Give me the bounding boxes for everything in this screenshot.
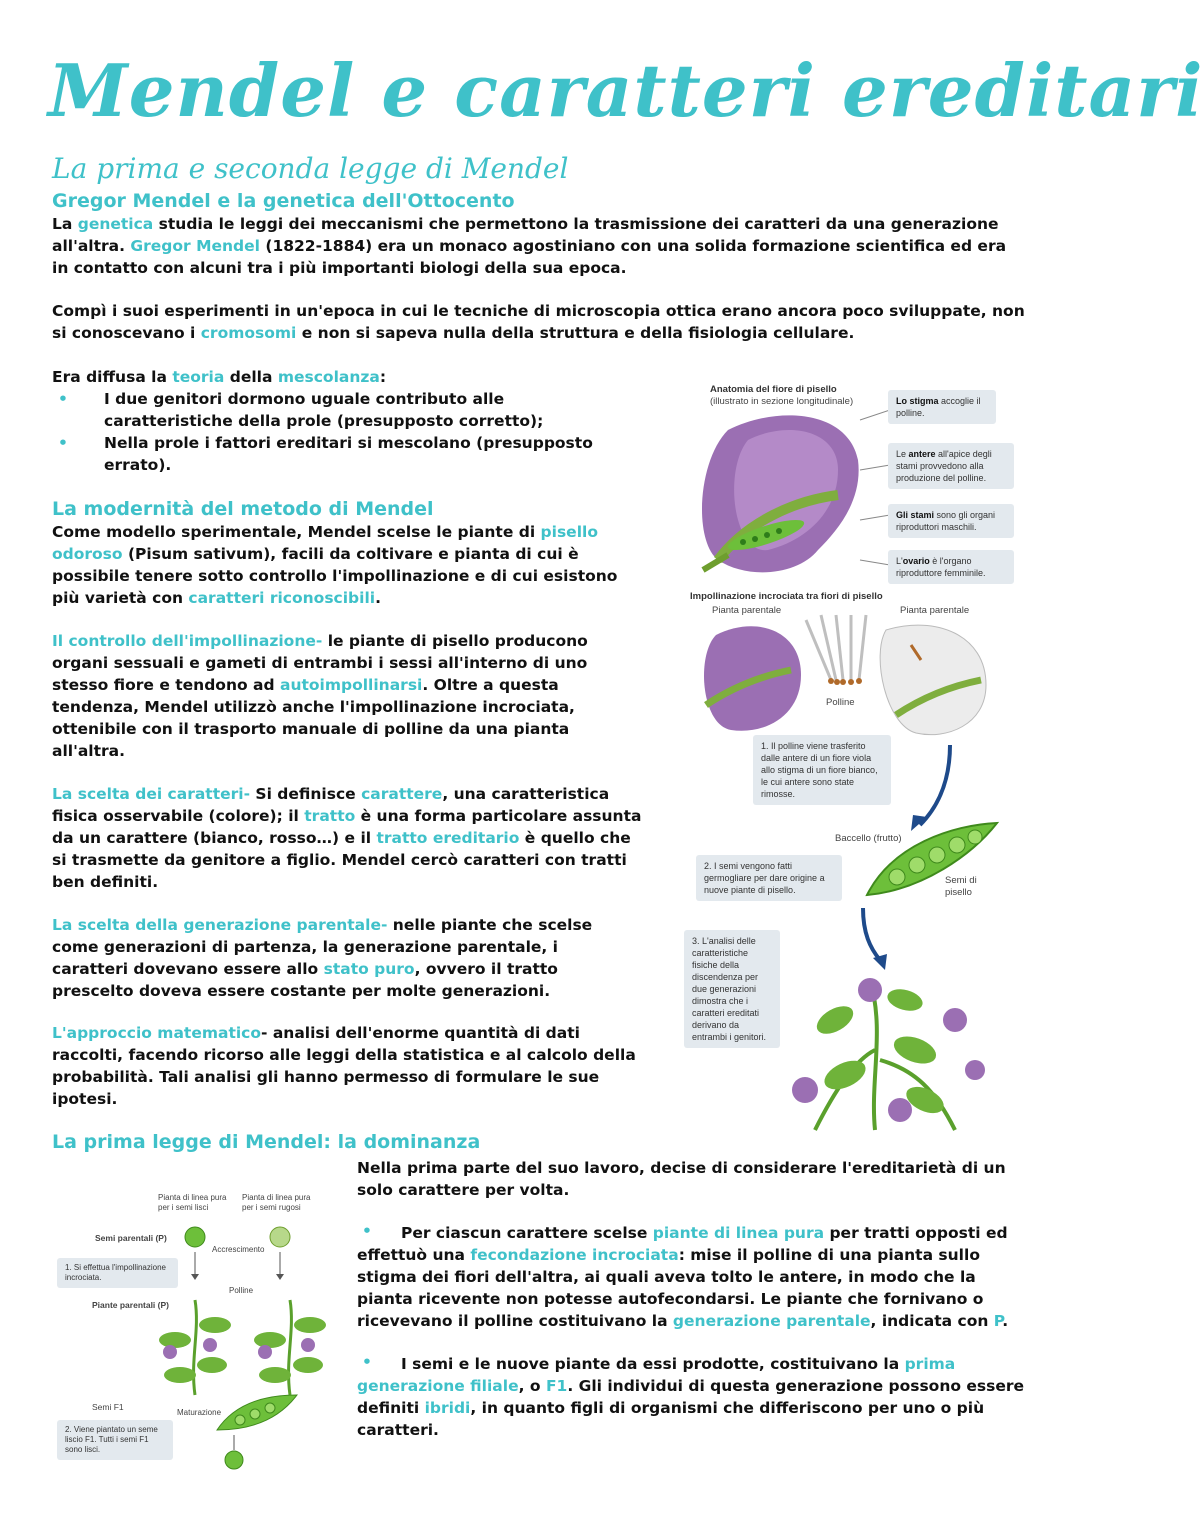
highlight-term: genetica (77, 215, 154, 233)
mescolanza-list (52, 388, 632, 476)
highlight-term: autoimpollinarsi (279, 676, 423, 694)
bullet-icon: • (362, 1222, 372, 1240)
paragraph-impollinazione (52, 630, 612, 762)
text-run: Compì i suoi esperimenti in un'epoca in cui le tecniche di microscopia ottica erano ancora poco sviluppate, non si conoscevano i (52, 302, 1025, 342)
text-run: per tratti opposti ed effettuò una (357, 1224, 1008, 1264)
text-run: : (379, 368, 387, 386)
highlight-term: La scelta dei caratteri- (52, 785, 251, 803)
text-run: Nella prima parte del suo lavoro, decise di considerare l'ereditarietà di un solo carattere per volta. (357, 1159, 1006, 1199)
fig2-step2: 2. I semi vengono fatti germogliare per dare origine a nuove piante di pisello. (696, 855, 842, 901)
text-run: è una forma particolare assunta da un carattere (bianco, rosso…) e il (52, 807, 642, 847)
page-subtitle: La prima e seconda legge di Mendel (52, 152, 569, 185)
highlight-term: fecondazione incrociata (470, 1246, 679, 1264)
fig3-step1: 1. Si effettua l'impollinazione incrociata. (57, 1258, 178, 1288)
paragraph-mescolanza (52, 366, 652, 388)
pea-plant-illustration (775, 960, 1005, 1130)
text-run: Per ciascun carattere scelse (401, 1224, 653, 1242)
highlight-term: stato puro (323, 960, 415, 978)
paragraph-prima-parte (357, 1157, 1027, 1201)
paragraph-generazione-parentale (52, 914, 612, 1002)
fig2-left-label: Pianta parentale (712, 605, 782, 616)
paragraph-approccio-matematico (52, 1022, 652, 1110)
fig3-semi-parentali: Semi parentali (P) (95, 1233, 167, 1243)
paragraph-esperimenti (52, 300, 1027, 344)
section-heading-prima-legge: La prima legge di Mendel: la dominanza (52, 1131, 481, 1153)
paragraph-modello (52, 521, 642, 609)
label-antere: Le antere all'apice degli stami provvedono alla produzione del polline. (888, 443, 1014, 489)
fig3-semi-f1: Semi F1 (92, 1402, 124, 1412)
highlight-term: piante di linea pura (652, 1224, 825, 1242)
parent-plants-illustration (150, 1290, 340, 1400)
text-run: Era diffusa la (52, 368, 173, 386)
highlight-term: La scelta della generazione parentale- (52, 916, 388, 934)
text-run: le piante di pisello producono organi sessuali e gameti di entrambi i sessi all'interno di uno stesso fiore e tendono ad (52, 632, 588, 694)
highlight-term: tratto ereditario (376, 829, 520, 847)
text-run: , ovvero il tratto prescelto doveva essere costante per molte generazioni. (52, 960, 558, 1000)
fig2-step3: 3. L'analisi delle caratteristiche fisiche della discendenza per due generazioni dimostra che i caratteri ereditati derivano da entrambi i genitori. (684, 930, 780, 1048)
section-heading-metodo: La modernità del metodo di Mendel (52, 498, 434, 520)
text-run: : mise il polline di una pianta sullo stigma dei fiori dell'altra, ai quali aveva tolto le antere, in modo che la pianta ricevente non potesse autofecondarsi. Le piante che fornivano o ricevevano il polline costituivano la (357, 1246, 984, 1330)
highlight-term: L'approccio matematico (52, 1024, 262, 1042)
fig2-semi-label: Semi di pisello (945, 875, 977, 898)
fig1-title: Anatomia del fiore di pisello (illustrato in sezione longitudinale) (710, 384, 854, 407)
highlight-term: P (993, 1312, 1003, 1330)
fig3-maturazione: Maturazione (177, 1408, 222, 1417)
highlight-term: generazione parentale (672, 1312, 871, 1330)
highlight-term: tratto (304, 807, 356, 825)
highlight-term: ibridi (424, 1399, 471, 1417)
highlight-term: caratteri riconoscibili (188, 589, 376, 607)
fig3-accrescimento: Accrescimento (212, 1245, 265, 1254)
bullet-icon: • (362, 1353, 372, 1371)
page-title: Mendel e caratteri ereditari (48, 48, 1204, 133)
highlight-term: F1 (545, 1377, 568, 1395)
text-run: , o (518, 1377, 546, 1395)
list-item: • Nella prole i fattori ereditari si mescolano (presupposto errato). (52, 432, 632, 476)
text-run: (1822-1884) era un monaco agostiniano con una solida formazione scientifica ed era in contatto con alcuni tra i più importanti biologi della sua epoca. (52, 237, 1007, 277)
text-run: Si definisce (250, 785, 362, 803)
fig3-step2: 2. Viene piantato un seme liscio F1. Tutti i semi F1 sono lisci. (57, 1420, 173, 1460)
f1-pod-illustration (212, 1390, 302, 1470)
highlight-term: Il controllo dell'impollinazione- (52, 632, 323, 650)
label-stigma: Lo stigma accoglie il polline. (888, 390, 996, 424)
fig2-polline-label: Polline (826, 697, 855, 708)
cross-pollination-illustration (696, 615, 996, 750)
text-run: . Gli individui di questa generazione possono essere definiti (357, 1377, 1025, 1417)
fig2-right-label: Pianta parentale (900, 605, 970, 616)
text-run: I semi e le nuove piante da essi prodotte, costituivano la (401, 1355, 905, 1373)
label-stami: Gli stami sono gli organi riproduttori maschili. (888, 504, 1014, 538)
fig3-top-left: Pianta di linea pura per i semi lisci (158, 1193, 227, 1212)
paragraph-linea-pura (357, 1222, 1029, 1332)
highlight-term: Gregor Mendel (130, 237, 260, 255)
text-run: . (1002, 1312, 1009, 1330)
text-run: studia le leggi dei meccanismi che permettono la trasmissione dei caratteri da una generazione all'altra. (52, 215, 999, 255)
paragraph-caratteri (52, 783, 642, 893)
text-run: nelle piante che scelse come generazioni di partenza, la generazione parentale, i caratteri dovevano essere allo (52, 916, 593, 978)
text-run: della (224, 368, 278, 386)
text-run: , una caratteristica fisica osservabile (colore); il (52, 785, 610, 825)
highlight-term: teoria (172, 368, 225, 386)
fig2-title: Impollinazione incrociata tra fiori di pisello (690, 591, 883, 602)
label-ovario: L'ovario è l'organo riproduttore femminile. (888, 550, 1014, 584)
text-run: . (375, 589, 381, 607)
fig2-baccello-label: Baccello (frutto) (835, 833, 902, 844)
section-heading-mendel-genetica: Gregor Mendel e la genetica dell'Ottocento (52, 190, 515, 212)
fig3-polline: Polline (229, 1286, 254, 1295)
flower-anatomy-illustration (688, 400, 888, 590)
paragraph-f1 (357, 1353, 1029, 1441)
highlight-term: carattere (361, 785, 443, 803)
text-run: , in quanto figli di organismi che differiscono per uno o più caratteri. (357, 1399, 985, 1439)
text-run: . Oltre a questa tendenza, Mendel utilizzò anche l'impollinazione incrociata, ottenibile con il trasporto manuale di polline da una pianta all'altra. (52, 676, 575, 760)
text-run: , indicata con (870, 1312, 994, 1330)
highlight-term: pisello odoroso (52, 523, 598, 563)
fig3-top-right: Pianta di linea pura per i semi rugosi (242, 1193, 311, 1212)
highlight-term: mescolanza (277, 368, 380, 386)
fig2-step1: 1. Il polline viene trasferito dalle antere di un fiore viola allo stigma di un fiore bianco, le cui antere sono state rimosse. (753, 735, 891, 805)
text-run: Come modello sperimentale, Mendel scelse le piante di (52, 523, 541, 541)
text-run: è quello che si trasmette da genitore a figlio. Mendel cercò caratteri con tratti ben definiti. (52, 829, 631, 891)
highlight-term: prima generazione filiale (357, 1355, 956, 1395)
text-run: La (52, 215, 78, 233)
highlight-term: cromosomi (200, 324, 297, 342)
text-run: - analisi dell'enorme quantità di dati raccolti, facendo ricorso alle leggi della statistica e al calcolo della probabilità. Tali analisi gli hanno permesso di formulare le sue ipotesi. (52, 1024, 636, 1108)
list-item: • I due genitori dormono uguale contributo alle caratteristiche della prole (presupposto corretto); (52, 388, 632, 432)
text-run: (Pisum sativum), facili da coltivare e pianta di cui è possibile tenere sotto controllo l'impollinazione e di cui esistono più varietà con (52, 545, 618, 607)
fig3-piante-parentali: Piante parentali (P) (92, 1300, 169, 1310)
text-run: e non si sapeva nulla della struttura e della fisiologia cellulare. (296, 324, 855, 342)
paragraph-genetica (52, 213, 1012, 279)
